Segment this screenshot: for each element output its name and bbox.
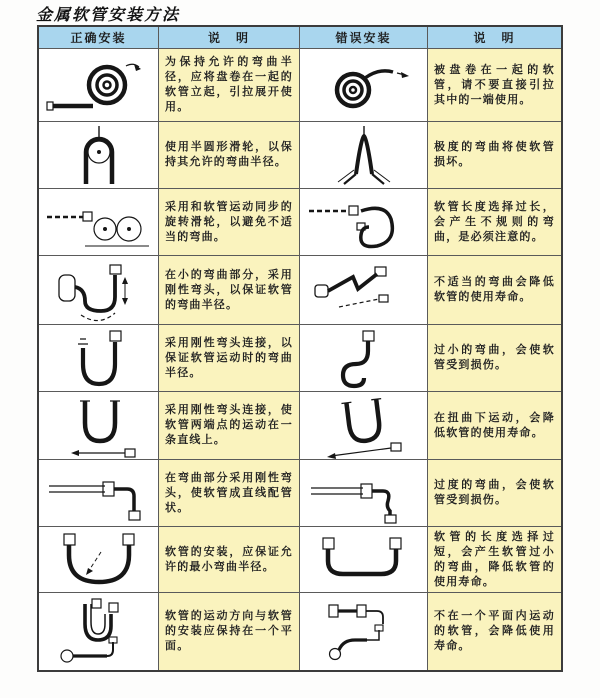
correct-image-cell xyxy=(39,49,159,122)
correct-image-cell xyxy=(39,460,159,527)
rigid-elbow-at-small-bend-icon xyxy=(43,257,155,323)
hose-motion-in-one-plane-icon xyxy=(43,596,155,668)
coiled-hose-upright-icon xyxy=(43,53,155,117)
wrong-description: 被盘卷在一起的软管，请不要直接引拉其中的一端使用。 xyxy=(428,49,561,122)
wrong-image-cell xyxy=(300,392,428,460)
wrong-image-cell xyxy=(300,325,428,392)
straight-piping-with-rigid-elbow-icon xyxy=(43,461,155,525)
correct-image-cell xyxy=(39,256,159,325)
wrong-description: 软管长度选择过长，会产生不规则的弯曲，是必须注意的。 xyxy=(428,189,561,256)
correct-image-cell xyxy=(39,392,159,460)
correct-description: 为保持允许的弯曲半径，应将盘卷在一起的软管立起，引拉展开使用。 xyxy=(159,49,300,122)
wrong-image-cell xyxy=(300,460,428,527)
correct-image-cell xyxy=(39,122,159,189)
wrong-image-cell xyxy=(300,49,428,122)
hose-installation-table xyxy=(37,25,563,672)
wide-u-minimum-bend-radius-icon xyxy=(43,528,155,592)
correct-image-cell xyxy=(39,527,159,593)
u-hose-ends-straight-line-icon xyxy=(43,393,155,459)
hose-too-long-irregular-loop-icon xyxy=(305,191,423,253)
hose-motion-out-of-plane-icon xyxy=(305,596,423,668)
wrong-image-cell xyxy=(300,527,428,593)
straight-piping-overbent-elbow-icon xyxy=(305,461,423,525)
correct-description: 软管的安装，应保证允许的最小弯曲半径。 xyxy=(159,527,300,593)
correct-description: 在小的弯曲部分，采用刚性弯头，以保证软管的弯曲半径。 xyxy=(159,256,300,325)
header-wrong-installation: 错误安装 xyxy=(300,27,428,49)
wrong-image-cell xyxy=(300,256,428,325)
wrong-description: 极度的弯曲将使软管损坏。 xyxy=(428,122,561,189)
correct-image-cell xyxy=(39,325,159,392)
correct-image-cell xyxy=(39,593,159,670)
coiled-hose-pulled-from-end-icon xyxy=(305,53,423,117)
wrong-image-cell xyxy=(300,593,428,670)
hose-with-synchronized-rotating-pulleys-icon xyxy=(43,191,155,253)
hose-bend-too-small-hook-icon xyxy=(305,326,423,390)
correct-description: 采用刚性弯头连接，以保证软管运动时的弯曲半径。 xyxy=(159,325,300,392)
correct-image-cell xyxy=(39,189,159,256)
page-title: 金属软管安装方法 xyxy=(36,5,181,24)
wrong-description: 过小的弯曲，会使软管受到损伤。 xyxy=(428,325,561,392)
wrong-image-cell xyxy=(300,189,428,256)
hose-too-short-flat-u-icon xyxy=(305,528,423,592)
u-hose-moving-under-twist-icon xyxy=(305,393,423,459)
rigid-elbow-connection-u-hose-icon xyxy=(43,326,155,390)
correct-description: 采用和软管运动同步的旋转滑轮，以避免不适当的弯曲。 xyxy=(159,189,300,256)
header-description-correct: 说 明 xyxy=(159,27,300,49)
wrong-description: 不在一个平面内运动的软管，会降低使用寿命。 xyxy=(428,593,561,670)
improper-sharp-zigzag-bend-icon xyxy=(305,257,423,323)
correct-description: 软管的运动方向与软管的安装应保持在一个平面。 xyxy=(159,593,300,670)
hose-over-semicircular-pulley-icon xyxy=(43,124,155,186)
hose-extreme-kink-icon xyxy=(305,124,423,186)
correct-description: 采用刚性弯头连接，使软管两端点的运动在一条直线上。 xyxy=(159,392,300,460)
header-correct-installation: 正确安装 xyxy=(39,27,159,49)
correct-description: 使用半圆形滑轮，以保持其允许的弯曲半径。 xyxy=(159,122,300,189)
correct-description: 在弯曲部分采用刚性弯头，使软管成直线配管状。 xyxy=(159,460,300,527)
wrong-description: 过度的弯曲，会使软管受到损伤。 xyxy=(428,460,561,527)
wrong-description: 在扭曲下运动，会降低软管的使用寿命。 xyxy=(428,392,561,460)
wrong-description: 不适当的弯曲会降低软管的使用寿命。 xyxy=(428,256,561,325)
header-description-wrong: 说 明 xyxy=(428,27,561,49)
wrong-description: 软管的长度选择过短，会产生软管过小的弯曲，降低软管的使用寿命。 xyxy=(428,527,561,593)
wrong-image-cell xyxy=(300,122,428,189)
